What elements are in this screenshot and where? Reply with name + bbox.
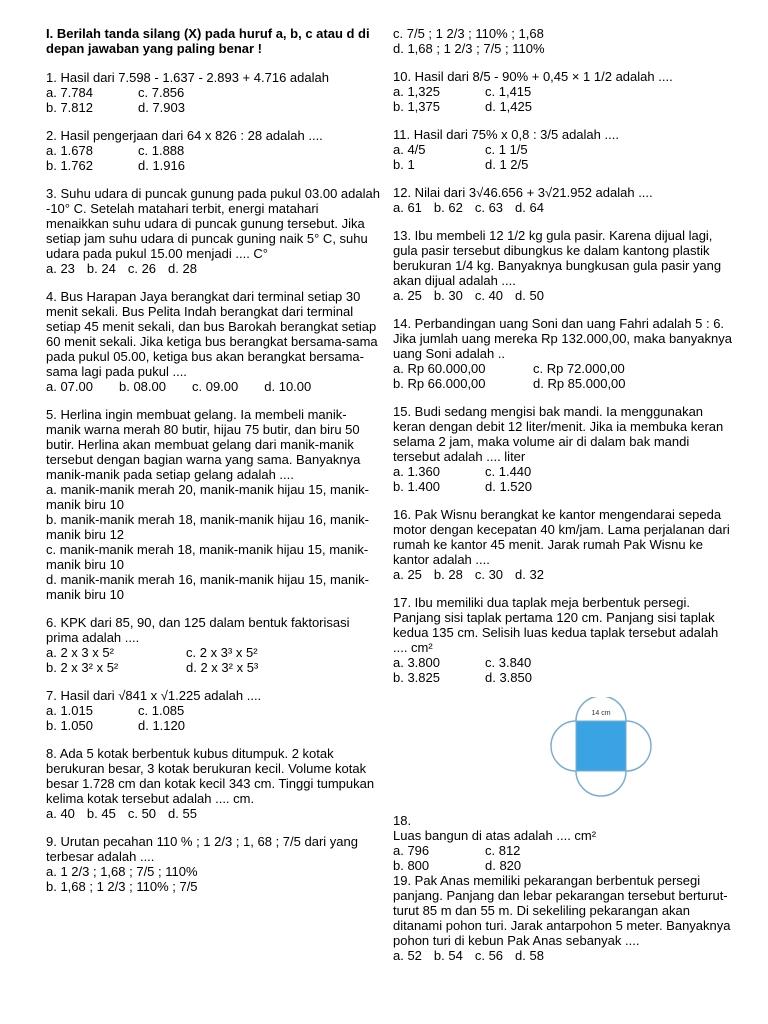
answer-options [393, 948, 733, 963]
square-semicircles-figure [481, 697, 721, 807]
question-15 [393, 404, 733, 494]
answer-options [393, 464, 733, 494]
question-text: 14. Perbandingan uang Soni dan uang Fahri adalah 5 : 6. Jika jumlah uang mereka Rp 132.000,00, maka banyaknya uang Soni adalah .. [393, 316, 732, 361]
option-a[interactable]: a. 7.784 [46, 85, 93, 100]
option-c[interactable]: c. 1.440 [485, 464, 532, 479]
question-9-continued [393, 26, 733, 56]
answer-options [393, 361, 733, 391]
answer-options [46, 379, 381, 394]
answer-options [46, 703, 381, 733]
option-c[interactable]: c. 812 [485, 843, 521, 858]
option-d[interactable]: d. 10.00 [264, 379, 312, 394]
option-a[interactable]: a. 1.015 [46, 703, 93, 718]
question-text: 9. Urutan pecahan 110 % ; 1 2/3 ; 1, 68 ; 7/5 dari yang terbesar adalah .... [46, 834, 358, 864]
question-10 [393, 69, 733, 114]
right-semicircle [626, 721, 651, 771]
question-text: 12. Nilai dari 3√46.656 + 3√21.952 adalah .... [393, 185, 653, 200]
option-b[interactable]: b. 1,68 ; 1 2/3 ; 110% ; 7/5 [46, 879, 198, 894]
question-text: 4. Bus Harapan Jaya berangkat dari terminal setiap 30 menit sekali. Bus Pelita Indah berangkat dari terminal setiap 45 menit sekali, dan bus Barokah berangkat setiap 60 menit sekali. Jika ketiga bus berangkat bersama-sama pada pukul 05.00, ketiga bus akan berangkat bersama-sama lagi pada pukul .... [46, 289, 378, 379]
answer-options [393, 288, 733, 303]
question-11 [393, 127, 733, 172]
option-b[interactable]: b. 1.050 [46, 718, 93, 733]
option-b[interactable]: b. 45 [86, 806, 116, 821]
question-text: 7. Hasil dari √841 x √1.225 adalah .... [46, 688, 262, 703]
center-square [576, 721, 626, 771]
option-a[interactable]: a. 3.800 [393, 655, 440, 670]
answer-options [393, 84, 733, 114]
question-text: Luas bangun di atas adalah .... cm² [393, 828, 597, 843]
question-text: 6. KPK dari 85, 90, dan 125 dalam bentuk faktorisasi prima adalah .... [46, 615, 350, 645]
option-a[interactable]: a. 4/5 [393, 142, 426, 157]
question-text: 5. Herlina ingin membuat gelang. Ia membeli manik-manik warna merah 80 butir, hijau 75 butir, dan biru 50 butir. Herlina akan membuat gelang dari manik-manik tersebut dengan bagian warna yang sama. Banyaknya manik-manik pada setiap gelang adalah .... [46, 407, 361, 482]
option-b[interactable]: b. 1.762 [46, 158, 93, 173]
option-c[interactable]: c. Rp 72.000,00 [533, 361, 625, 376]
question-13 [393, 228, 733, 303]
answer-options [46, 864, 381, 894]
answer-options [393, 200, 733, 215]
option-d[interactable]: d. 820 [485, 858, 522, 873]
option-c[interactable]: c. 56 [474, 948, 504, 963]
bottom-semicircle [576, 771, 626, 796]
question-16 [393, 507, 733, 582]
question-text: 19. Pak Anas memiliki pekarangan berbentuk persegi panjang. Panjang dan lebar pekarangan tersebut berturut-turut 85 m dan 55 m. Di sekeliling pekarangan akan ditanami pohon turi. Jarak antarpohon 5 meter. Banyaknya pohon turi di kebun Pak Anas sebanyak .... [393, 873, 731, 948]
answer-options [46, 143, 381, 173]
option-c[interactable]: c. 50 [127, 806, 157, 821]
answer-options [393, 26, 733, 56]
option-a[interactable]: a. 1 2/3 ; 1,68 ; 7/5 ; 110% [46, 864, 198, 879]
answer-options [393, 567, 733, 582]
option-b[interactable]: b. 7.812 [46, 100, 93, 115]
question-19 [393, 873, 733, 963]
question-text: 16. Pak Wisnu berangkat ke kantor mengendarai sepeda motor dengan kecepatan 40 km/jam. Lama perjalanan dari rumah ke kantor 45 menit. Jarak rumah Pak Wisnu ke kantor adalah .... [393, 507, 730, 567]
option-a[interactable]: a. 1.360 [393, 464, 440, 479]
option-b[interactable]: b. 1,375 [393, 99, 440, 114]
option-c[interactable]: c. 2 x 3³ x 5² [186, 645, 258, 660]
option-b[interactable]: b. 1 [393, 157, 415, 172]
question-4 [46, 289, 381, 394]
option-a[interactable]: a. 40 [46, 806, 75, 821]
option-d[interactable]: d. 1,425 [485, 99, 532, 114]
option-c[interactable]: c. 1,415 [485, 84, 532, 99]
option-b[interactable]: b. 1.400 [393, 479, 440, 494]
option-d[interactable]: d. 2 x 3² x 5³ [186, 660, 259, 675]
option-c[interactable]: c. 7/5 ; 1 2/3 ; 110% ; 1,68 [393, 26, 544, 41]
option-c[interactable]: c. 1.085 [138, 703, 185, 718]
question-9 [46, 834, 381, 894]
side-length-label: 14 cm [591, 710, 611, 717]
option-a[interactable]: a. 52 [393, 948, 422, 963]
question-2 [46, 128, 381, 173]
question-12 [393, 185, 733, 215]
question-text: 3. Suhu udara di puncak gunung pada pukul 03.00 adalah -10° C. Setelah matahari terbit, energi matahari menaikkan suhu udara di puncak gunung tersebut. Jika setiap jam suhu udara di puncak guning naik 5° C, suhu udara pada pukul 15.00 menjadi .... C° [46, 186, 380, 261]
option-b[interactable]: b. 62 [433, 200, 463, 215]
option-a[interactable]: a. 07.00 [46, 379, 93, 394]
top-semicircle [576, 697, 626, 721]
option-a[interactable]: a. 61 [393, 200, 422, 215]
answer-options [393, 655, 733, 685]
option-b[interactable]: b. 30 [433, 288, 463, 303]
option-d[interactable]: d. 28 [168, 261, 197, 276]
option-b[interactable]: b. 54 [433, 948, 463, 963]
option-d[interactable]: d. 58 [515, 948, 544, 963]
answer-options [46, 85, 381, 115]
option-d[interactable]: d. 1,68 ; 1 2/3 ; 7/5 ; 110% [393, 41, 545, 56]
option-c[interactable]: c. 1.888 [138, 143, 185, 158]
answer-options [46, 261, 381, 276]
option-b[interactable]: b. 08.00 [119, 379, 166, 394]
question-3 [46, 186, 381, 276]
option-b[interactable]: b. 3.825 [393, 670, 440, 685]
right-column [393, 26, 733, 976]
question-17 [393, 595, 733, 685]
option-d[interactable]: d. 55 [168, 806, 197, 821]
option-a[interactable]: a. 1,325 [393, 84, 440, 99]
option-b[interactable]: b. 24 [86, 261, 116, 276]
question-text: 11. Hasil dari 75% x 0,8 : 3/5 adalah .... [393, 127, 619, 142]
option-a[interactable]: a. Rp 60.000,00 [393, 361, 486, 376]
question-18 [393, 813, 733, 873]
question-text: 8. Ada 5 kotak berbentuk kubus ditumpuk. 2 kotak berukuran besar, 3 kotak berukuran kecil. Volume kotak besar 1.728 cm dan kotak kecil 343 cm. Tinggi tumpukan kelima kotak tersebut adalah .... cm. [46, 746, 375, 806]
option-a[interactable]: a. manik-manik merah 20, manik-manik hijau 15, manik-manik biru 10 [46, 482, 369, 512]
option-a[interactable]: a. 2 x 3 x 5² [46, 645, 114, 660]
option-c[interactable]: c. 63 [474, 200, 504, 215]
question-1 [46, 70, 381, 115]
option-b[interactable]: b. 800 [393, 858, 430, 873]
answer-options [46, 645, 381, 675]
question-8 [46, 746, 381, 821]
option-c[interactable]: c. manik-manik merah 18, manik-manik hijau 15, manik-manik biru 10 [46, 542, 369, 572]
answer-options [393, 142, 733, 172]
instruction-heading: I. Berilah tanda silang (X) pada huruf a, b, c atau d di depan jawaban yang paling benar ! [46, 26, 370, 56]
option-d[interactable]: d. 50 [515, 288, 544, 303]
question-text: 15. Budi sedang mengisi bak mandi. Ia menggunakan keran dengan debit 12 liter/menit. Jika ia membuka keran selama 2 jam, maka volume air di dalam bak mandi tersebut adalah .... liter [393, 404, 724, 464]
option-c[interactable]: c. 40 [474, 288, 504, 303]
option-d[interactable]: d. 1.120 [138, 718, 185, 733]
option-d[interactable]: d. 3.850 [485, 670, 532, 685]
option-c[interactable]: c. 09.00 [192, 379, 239, 394]
question-text: 10. Hasil dari 8/5 - 90% + 0,45 × 1 1/2 adalah .... [393, 69, 673, 84]
answer-options [46, 482, 381, 602]
question-text: 17. Ibu memiliki dua taplak meja berbentuk persegi. Panjang sisi taplak pertama 120 cm. Panjang sisi taplak kedua 135 cm. Selisih luas kedua taplak tersebut adalah .... cm² [393, 595, 719, 655]
option-c[interactable]: c. 26 [127, 261, 157, 276]
left-column [46, 26, 381, 907]
question-text: 1. Hasil dari 7.598 - 1.637 - 2.893 + 4.716 adalah [46, 70, 329, 85]
option-c[interactable]: c. 7.856 [138, 85, 185, 100]
option-a[interactable]: a. 25 [393, 288, 422, 303]
option-b[interactable]: b. 28 [433, 567, 463, 582]
option-b[interactable]: b. manik-manik merah 18, manik-manik hijau 16, manik-manik biru 12 [46, 512, 369, 542]
option-a[interactable]: a. 796 [393, 843, 430, 858]
option-d[interactable]: d. 64 [515, 200, 544, 215]
option-d[interactable]: d. 1.916 [138, 158, 185, 173]
option-b[interactable]: b. 2 x 3² x 5² [46, 660, 119, 675]
option-d[interactable]: d. manik-manik merah 16, manik-manik hijau 15, manik-manik biru 10 [46, 572, 369, 602]
option-d[interactable]: d. 1.520 [485, 479, 532, 494]
option-a[interactable]: a. 23 [46, 261, 75, 276]
option-d[interactable]: d. 7.903 [138, 100, 185, 115]
question-number: 18. [393, 813, 412, 828]
option-b[interactable]: b. Rp 66.000,00 [393, 376, 486, 391]
question-7 [46, 688, 381, 733]
question-text: 2. Hasil pengerjaan dari 64 x 826 : 28 adalah .... [46, 128, 323, 143]
question-6 [46, 615, 381, 675]
answer-options [393, 843, 733, 873]
question-text: 13. Ibu membeli 12 1/2 kg gula pasir. Karena dijual lagi, gula pasir tersebut dibungkus ke dalam kantong plastik berukuran 1/4 kg. Banyaknya bungkusan gula pasir yang akan dijual adalah .... [393, 228, 722, 288]
option-d[interactable]: d. 32 [515, 567, 544, 582]
question-5 [46, 407, 381, 602]
option-a[interactable]: a. 1.678 [46, 143, 93, 158]
option-c[interactable]: c. 1 1/5 [485, 142, 528, 157]
option-c[interactable]: c. 30 [474, 567, 504, 582]
left-semicircle [551, 721, 576, 771]
option-c[interactable]: c. 3.840 [485, 655, 532, 670]
option-d[interactable]: d. 1 2/5 [485, 157, 529, 172]
option-d[interactable]: d. Rp 85.000,00 [533, 376, 626, 391]
answer-options [46, 806, 381, 821]
question-14 [393, 316, 733, 391]
option-a[interactable]: a. 25 [393, 567, 422, 582]
